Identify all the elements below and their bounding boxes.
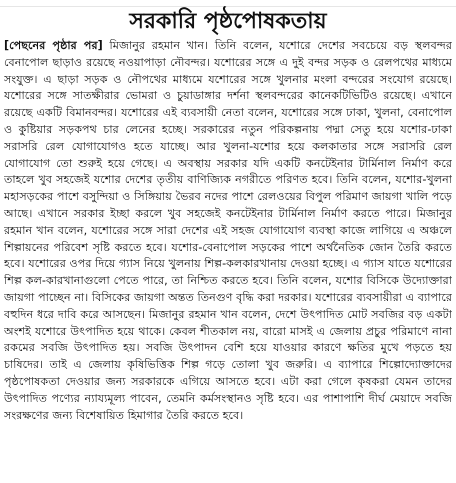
headline: সরকারি পৃষ্ঠপোষকতায়: [129, 9, 327, 34]
article-body: [4, 38, 452, 480]
continued-from-tag: [পেছনের পৃষ্ঠার পর]: [4, 39, 103, 52]
previous-column-fragment: [0, 0, 456, 7]
article-text: মিজানুর রহমান খান। তিনি বলেন, যশোরে দেশের সবচেয়ে বড় স্থলবন্দর বেনাপোল ছাড়াও রয়েছে নওয়াপাড়া নৌবন্দর। যশোরের সঙ্গে এ দুই বন্দর সড়ক ও রেলপথের মাধ্যমে সংযুক্ত। এ ছাড়া সড়ক ও নৌপথের মাধ্যমে যশোরের সঙ্গে খুলনার মংলা বন্দরের সংযোগ রয়েছে। যশোরের সঙ্গে সাতক্ষীরার ভোমরা ও চুয়াডাঙ্গার দর্শনা স্থলবন্দরের কানেকটিভিটিও রয়েছে। এখানে রয়েছে একটি বিমানবন্দর। যশোরের এই ব্যবসায়ী নেতা বলেন, যশোরের সঙ্গে ঢাকা, খুলনা, বেনাপোল ও কুষ্টিয়ার সড়কপথ চার লেনের হচ্ছে। সরকারের নতুন পরিকল্পনায় পদ্মা সেতু হয়ে যশোর-ঢাকা সরাসরি রেল যোগাযোগও হতে যাচ্ছে। আর খুলনা-যশোর হয়ে কলকাতার সঙ্গে সরাসরি রেল যোগাযোগ তো শুরুই হয়ে গেছে। এ অবস্থায় সরকার যদি একটি কনটেইনার টার্মিনাল নির্মাণ করে তাহলে খুব সহজেই যশোর দেশের তৃতীয় বাণিজ্যিক নগরীতে পরিণত হবে। তিনি বলেন, যশোর-খুলনা মহাসড়কের পাশে বসুন্দিয়া ও সিঙ্গিয়ায় ভৈরব নদের পাশে রেলওয়ের বিপুল পরিমাণ জায়গা খালি পড়ে আছে। এখানে সরকার ইচ্ছা করলে খুব সহজেই কনটেইনার টার্মিনাল নির্মাণ করতে পারে। মিজানুর রহমান খান বলেন, যশোরের সঙ্গে সারা দেশের এই সহজ যোগাযোগ ব্যবস্থা কাজে লাগিয়ে এ অঞ্চলে শিল্পায়নের পরিবেশ সৃষ্টি করতে হবে। যশোর-বেনাপোল সড়কের পাশে অর্থনৈতিক জোন তৈরি করতে হবে। যশোরের ওপর দিয়ে গ্যাস নিয়ে খুলনায় শিল্প-কলকারখানায় দেওয়া হচ্ছে। এ গ্যাস যাতে যশোরের শিল্প কল-কারখানাগুলো পেতে পারে, তা নিশ্চিত করতে হবে। তিনি বলেন, যশোর বিসিকে উদ্যোক্তারা জায়গা পাচ্ছেন না। বিসিকের জায়গা অন্তত তিনগুণ বৃদ্ধি করা দরকার। যশোরের ব্যবসায়ীরা এ ব্যাপারে বহুদিন ধরে দাবি করে আসছেন। মিজানুর রহমান খান বলেন, দেশে উৎপাদিত মোট সবজির বড় একটা অংশই যশোরে উৎপাদিত হয়ে থাকে। কেবল শীতকাল নয়, বারো মাসই এ জেলায় প্রচুর পরিমাণে নানা রকমের সবজি উৎপাদিত হয়। সবজি উৎপাদন বেশি হয়ে যাওয়ার কারণে ক্ষতির মুখে পড়তে হয় চাষিদের। তাই এ জেলায় কৃষিভিত্তিক শিল্প গড়ে তোলা খুব জরুরি। এ ব্যাপারে শিল্পোদ্যোক্তাদের পৃষ্ঠপোষকতা দেওয়ার জন্য সরকারকে এগিয়ে আসতে হবে। এটা করা গেলে কৃষকরা যেমন তাদের উৎপাদিত পণ্যের ন্যায্যমূল্য পাবেন, তেমনি কর্মসংস্থানও সৃষ্টি হবে। এর পাশাপাশি দীর্ঘ মেয়াদে সবজি সংরক্ষণের জন্য বিশেষায়িত হিমাগার তৈরি করতে হবে।: [4, 39, 452, 422]
